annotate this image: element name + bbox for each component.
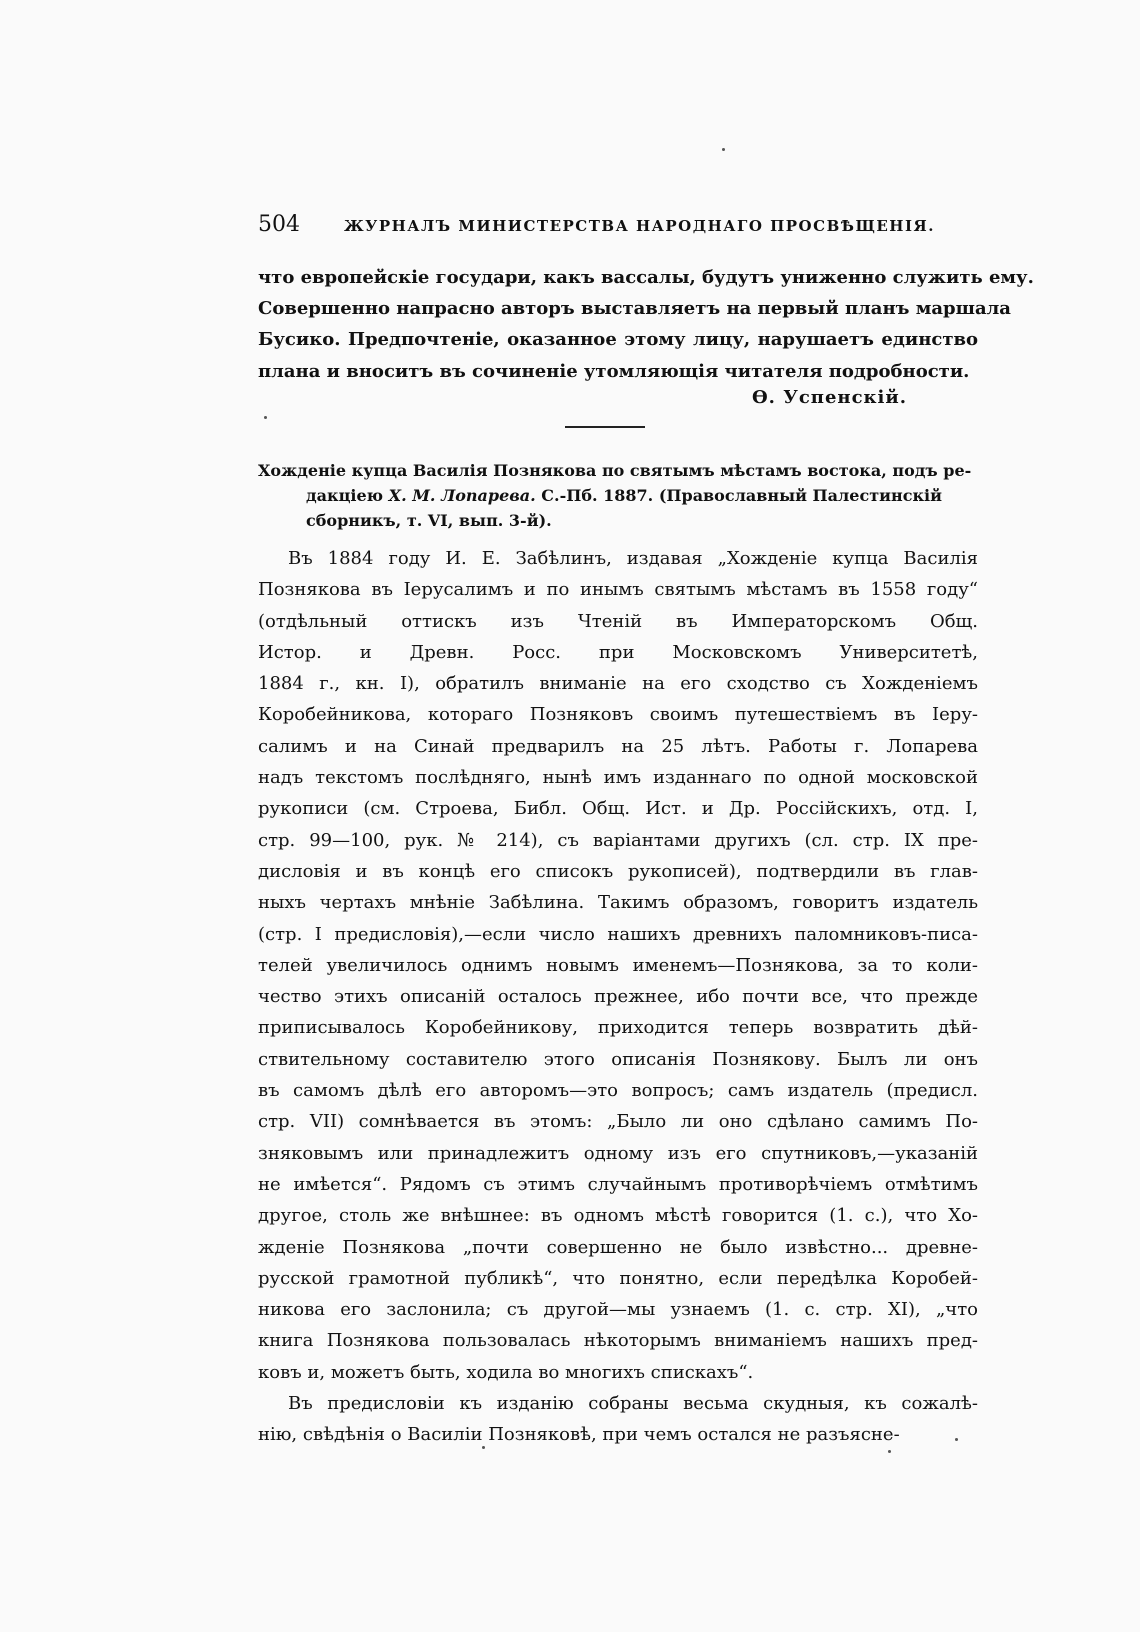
text-line: Въ 1884 году И. Е. Забѣлинъ, издавая „Хожденіе купца Василія bbox=[288, 548, 978, 569]
text-line: что европейскіе государи, какъ вассалы, будутъ униженно служить ему. bbox=[258, 267, 1034, 288]
page-header bbox=[258, 210, 978, 242]
text-line: жденіе Познякова „почти совершенно не было извѣстно... древне- bbox=[258, 1236, 978, 1258]
review-body bbox=[258, 543, 978, 1451]
text-line: салимъ и на Синай предварилъ на 25 лѣтъ. Работы г. Лопарева bbox=[258, 735, 978, 757]
heading-fragment: С.-Пб. 1887. (Православный Палестинскій bbox=[541, 486, 942, 505]
running-title: ЖУРНАЛЪ МИНИСТЕРСТВА НАРОДНАГО ПРОСВѢЩЕНІЯ. bbox=[344, 217, 935, 235]
scan-speck bbox=[482, 1446, 485, 1449]
heading-line: сборникъ, т. VI, вып. 3-й). bbox=[306, 511, 552, 530]
text-line: никова его заслонила; съ другой—мы узнаемъ (1. с. стр. XI), „что bbox=[258, 1299, 978, 1321]
text-line: Истор. и Древн. Росс. при Московскомъ Университетѣ, bbox=[258, 641, 978, 663]
scan-speck bbox=[722, 148, 725, 151]
text-line: стр. VII) сомнѣвается въ этомъ: „Было ли оно сдѣлано самимъ По- bbox=[258, 1111, 978, 1133]
text-line: ковъ и, можетъ быть, ходила во многихъ спискахъ“. bbox=[258, 1361, 754, 1383]
review-heading bbox=[258, 458, 978, 533]
text-line: нію, свѣдѣнія о Василіи Позняковѣ, при чемъ остался не разъясне- bbox=[258, 1424, 900, 1446]
text-line: (стр. I предисловія),—если число нашихъ древнихъ паломниковъ-писа- bbox=[258, 923, 978, 945]
text-line: въ самомъ дѣлѣ его авторомъ—это вопросъ; самъ издатель (предисл. bbox=[258, 1080, 978, 1102]
scan-speck bbox=[264, 416, 267, 419]
text-line: книга Познякова пользовалась нѣкоторымъ вниманіемъ нашихъ пред- bbox=[258, 1330, 978, 1352]
editor-name: Х. М. Лопарева. bbox=[388, 486, 536, 505]
text-line: Бусико. Предпочтеніе, оказанное этому лицу, нарушаетъ единство bbox=[258, 329, 978, 351]
text-line: русской грамотной публикѣ“, что понятно, если передѣлка Коробей- bbox=[258, 1267, 978, 1289]
section-divider bbox=[565, 426, 645, 428]
text-line: рукописи (см. Строева, Библ. Общ. Ист. и Др. Россійскихъ, отд. I, bbox=[258, 798, 978, 820]
text-line: дисловія и въ концѣ его списокъ рукописей), подтвердили въ глав- bbox=[258, 860, 978, 882]
text-line: плана и вноситъ въ сочиненіе утомляющія читателя подробности. bbox=[258, 360, 970, 382]
text-line: 1884 г., кн. I), обратилъ вниманіе на его сходство съ Хожденіемъ bbox=[258, 673, 978, 695]
scan-speck bbox=[888, 1450, 891, 1453]
heading-fragment: дакціею bbox=[306, 486, 384, 505]
text-line: Въ предисловіи къ изданію собраны весьма скудныя, къ сожалѣ- bbox=[288, 1393, 978, 1415]
text-line: Коробейникова, котораго Позняковъ своимъ путешествіемъ въ Іеру- bbox=[258, 704, 978, 726]
author-signature: Ѳ. Успенскій. bbox=[752, 387, 907, 408]
text-line: ствительному составителю этого описанія Познякову. Былъ ли онъ bbox=[258, 1048, 978, 1070]
text-line: чество этихъ описаній осталось прежнее, ибо почти все, что прежде bbox=[258, 986, 978, 1008]
text-line: не имѣется“. Рядомъ съ этимъ случайнымъ противорѣчіемъ отмѣтимъ bbox=[258, 1173, 978, 1195]
text-line: Совершенно напрасно авторъ выставляетъ на первый планъ маршала bbox=[258, 298, 1011, 320]
text-line: ныхъ чертахъ мнѣніе Забѣлина. Такимъ образомъ, говоритъ издатель bbox=[258, 892, 978, 914]
page-number: 504 bbox=[258, 212, 300, 237]
text-line: зняковымъ или принадлежитъ одному изъ его спутниковъ,—указаній bbox=[258, 1142, 978, 1164]
text-line: другое, столь же внѣшнее: въ одномъ мѣстѣ говорится (1. с.), что Хо- bbox=[258, 1205, 978, 1227]
scan-speck bbox=[955, 1438, 958, 1441]
text-line: стр. 99—100, рук. № 214), съ варіантами другихъ (сл. стр. IX пре- bbox=[258, 829, 978, 851]
top-paragraph-text bbox=[258, 262, 1034, 387]
text-line: (отдѣльный оттискъ изъ Чтеній въ Императорскомъ Общ. bbox=[258, 610, 978, 632]
text-line: телей увеличилось однимъ новымъ именемъ—Познякова, за то коли- bbox=[258, 954, 978, 976]
text-line: Познякова въ Іерусалимъ и по инымъ святымъ мѣстамъ въ 1558 году“ bbox=[258, 579, 978, 601]
top-paragraph bbox=[258, 262, 1034, 387]
heading-line: Хожденіе купца Василія Познякова по святымъ мѣстамъ востока, подъ ре- bbox=[258, 461, 972, 480]
text-line: надъ текстомъ послѣдняго, нынѣ имъ изданнаго по одной московской bbox=[258, 767, 978, 789]
text-line: приписывалось Коробейникову, приходится теперь возвратить дѣй- bbox=[258, 1017, 978, 1039]
heading-line bbox=[258, 483, 978, 508]
